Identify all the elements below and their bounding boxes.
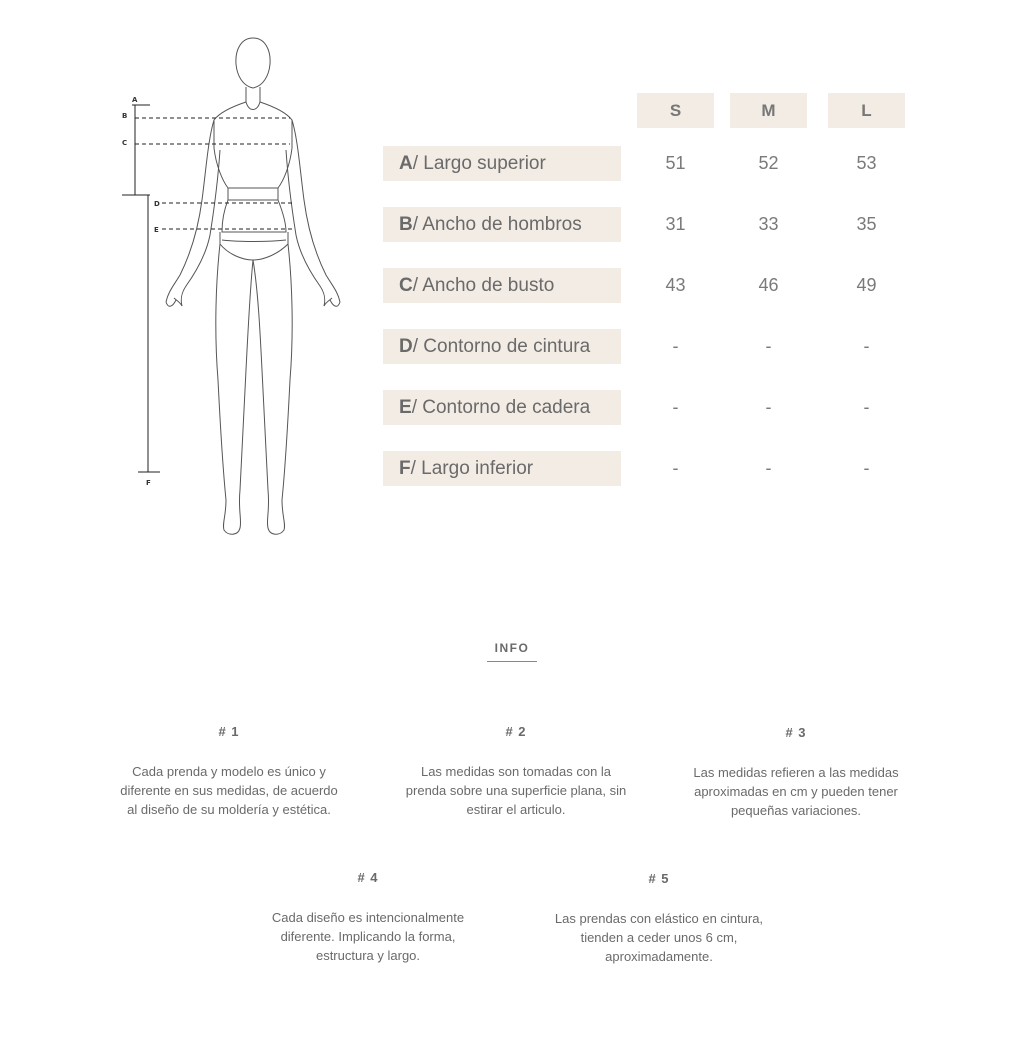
info-note-3 [676, 725, 916, 820]
size-header-m: M [730, 93, 807, 128]
note-number: # 2 [505, 724, 527, 739]
figure-letter-f: F [146, 479, 151, 487]
cell-f-l: - [863, 458, 870, 478]
row-label-text: / Largo superior [412, 152, 546, 174]
row-label-text: / Ancho de busto [412, 274, 555, 296]
note-line: diferente. Implicando la forma, [280, 929, 456, 944]
cell-b-s: 31 [665, 214, 686, 234]
row-label-a [383, 146, 621, 181]
info-heading: INFO [494, 641, 530, 655]
row-label-text: / Contorno de cadera [411, 396, 591, 418]
note-line: al diseño de su moldería y estética. [127, 802, 331, 817]
note-text [109, 762, 349, 819]
cell-f-s: - [672, 458, 679, 478]
cell-a-s: 51 [665, 153, 686, 173]
row-code: A [399, 152, 413, 174]
mannequin-illustration [110, 30, 360, 550]
size-header-s: S [637, 93, 714, 128]
note-text [396, 762, 636, 819]
note-text [676, 763, 916, 820]
note-line: aproximadas en cm y pueden tener [694, 784, 898, 799]
note-line: estructura y largo. [315, 948, 421, 963]
cell-d-s: - [672, 336, 679, 356]
figure-letter-e: E [154, 226, 159, 234]
figure-letter-c: C [122, 139, 128, 147]
note-line: Las medidas son tomadas con la [420, 764, 612, 779]
note-number: # 5 [648, 871, 670, 886]
cell-c-m: 46 [758, 275, 779, 295]
note-number: # 1 [218, 724, 240, 739]
info-note-4 [248, 870, 488, 965]
row-label-d [383, 329, 621, 364]
cell-d-m: - [765, 336, 772, 356]
row-code: C [399, 274, 413, 296]
note-line: diferente en sus medidas, de acuerdo [120, 783, 338, 798]
row-code: F [399, 457, 411, 479]
cell-b-m: 33 [758, 214, 779, 234]
note-line: pequeñas variaciones. [730, 803, 862, 818]
row-label-e [383, 390, 621, 425]
note-line: prenda sobre una superficie plana, sin [405, 783, 627, 798]
note-text [248, 908, 488, 965]
cell-a-l: 53 [856, 153, 877, 173]
figure-letter-d: D [154, 200, 160, 208]
figure-letter-a: A [132, 96, 138, 104]
info-note-1 [109, 724, 349, 819]
row-code: E [399, 396, 412, 418]
note-number: # 4 [357, 870, 379, 885]
figure-letter-b: B [122, 112, 128, 120]
cell-b-l: 35 [856, 214, 877, 234]
note-line: Cada diseño es intencionalmente [271, 910, 465, 925]
cell-c-s: 43 [665, 275, 686, 295]
note-line: aproximadamente. [605, 949, 713, 964]
note-line: Las prendas con elástico en cintura, [554, 911, 764, 926]
note-line: estirar el articulo. [466, 802, 566, 817]
cell-a-m: 52 [758, 153, 779, 173]
cell-e-m: - [765, 397, 772, 417]
cell-e-l: - [863, 397, 870, 417]
info-note-2 [396, 724, 636, 819]
row-label-text: / Largo inferior [410, 457, 534, 479]
note-line: Las medidas refieren a las medidas [693, 765, 899, 780]
row-label-text: / Ancho de hombros [412, 213, 582, 235]
cell-f-m: - [765, 458, 772, 478]
row-label-f [383, 451, 621, 486]
body-measurement-figure [110, 30, 360, 550]
cell-c-l: 49 [856, 275, 877, 295]
note-line: Cada prenda y modelo es único y [132, 764, 326, 779]
note-number: # 3 [785, 725, 807, 740]
cell-d-l: - [863, 336, 870, 356]
row-label-text: / Contorno de cintura [412, 335, 591, 357]
row-label-c [383, 268, 621, 303]
note-text [539, 909, 779, 966]
row-code: D [399, 335, 413, 357]
row-code: B [399, 213, 413, 235]
note-line: tienden a ceder unos 6 cm, [580, 930, 738, 945]
info-heading-underline [487, 661, 537, 662]
size-header-l: L [828, 93, 905, 128]
info-note-5 [539, 871, 779, 966]
cell-e-s: - [672, 397, 679, 417]
row-label-b [383, 207, 621, 242]
